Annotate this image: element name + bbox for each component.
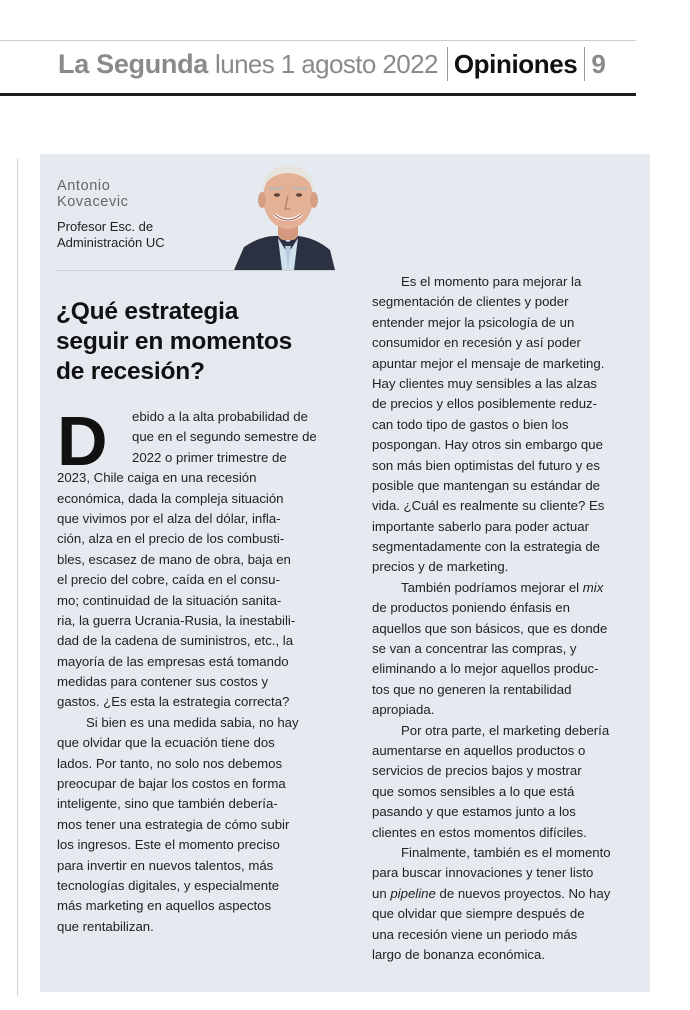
issue-date: lunes 1 agosto 2022	[215, 48, 438, 79]
author-role-line: Profesor Esc. de	[57, 219, 154, 234]
body-line: dad de la cadena de suministros, etc., la	[57, 633, 294, 649]
body-line: importante saberlo para poder actuar	[372, 518, 589, 534]
body-text: de nuevos proyectos. No hay	[439, 885, 611, 901]
author-role	[57, 219, 165, 251]
body-line: precios y de marketing.	[372, 559, 509, 575]
body-line: apuntar mejor el mensaje de marketing.	[372, 355, 605, 371]
body-line: segmentadamente con la estrategia de	[372, 539, 600, 555]
body-line: tos que no generen la rentabilidad	[372, 681, 572, 697]
body-line: que en el segundo semestre de	[132, 429, 317, 445]
headline-line: seguir en momentos	[56, 328, 293, 355]
body-line: medidas para contener sus costos y	[57, 674, 269, 690]
author-role-line: Administración UC	[57, 235, 165, 250]
body-line: aquellos que son básicos, que es donde	[372, 620, 608, 636]
body-line: ebido a la alta probabilidad de	[132, 409, 308, 424]
body-line: lados. Por tanto, no solo nos debemos	[57, 755, 283, 771]
body-line	[372, 578, 638, 598]
headline-line: de recesión?	[56, 358, 205, 385]
body-line: que somos sensibles a lo que está	[372, 783, 575, 799]
body-line: que olvidar que la ecuación tiene dos	[57, 735, 275, 751]
body-line: inteligente, sino que también debería-	[57, 796, 278, 812]
body-line: consumidor en recesión y así poder	[372, 335, 581, 351]
body-line: aumentarse en aquellos productos o	[372, 742, 586, 758]
body-line: can todo tipo de gastos o bien los	[372, 416, 569, 432]
body-line: gastos. ¿Es esta la estrategia correcta?	[57, 694, 290, 710]
section-name: Opiniones	[453, 48, 578, 79]
body-line: Finalmente, también es el momento	[401, 844, 611, 860]
author-last-name: Kovacevic	[57, 194, 129, 210]
body-line: mo; continuidad de la situación sanita-	[57, 592, 282, 608]
drop-cap: D	[57, 402, 108, 480]
header-divider	[447, 47, 448, 81]
top-thin-rule	[0, 40, 636, 41]
body-line: tecnologías digitales, y especialmente	[57, 877, 280, 893]
body-line: segmentación de clientes y poder	[372, 294, 569, 310]
article-headline	[56, 297, 346, 387]
body-line: 2022 o primer trimestre de	[132, 449, 287, 465]
body-line: que olvidar que siempre después de	[372, 906, 585, 922]
body-line: Por otra parte, el marketing debería	[401, 722, 610, 738]
body-line: Hay clientes muy sensibles a las alzas	[372, 375, 598, 391]
body-text: También podríamos mejorar el	[401, 579, 580, 595]
header-rule	[0, 93, 636, 96]
body-line: Si bien es una medida sabia, no hay	[86, 714, 299, 730]
body-line: se van a concentrar las compras, y	[372, 641, 577, 657]
italic-term: pipeline	[390, 885, 436, 901]
body-line: clientes en estos momentos difíciles.	[372, 824, 587, 840]
author-divider	[57, 270, 335, 271]
body-line: mos tener una estrategia de cómo subir	[57, 816, 290, 832]
header-divider-2	[584, 47, 585, 81]
author-name	[57, 178, 129, 210]
body-line: bles, escasez de mano de obra, baja en	[57, 551, 291, 567]
article-column-left	[57, 402, 319, 937]
body-line: son más bien optimistas del futuro y es	[372, 457, 600, 473]
body-line: largo de bonanza económica.	[372, 946, 546, 962]
left-margin-line	[17, 158, 18, 996]
body-line: mayoría de las empresas está tomando	[57, 653, 289, 669]
body-line: pasando y que estamos junto a los	[372, 804, 576, 820]
body-line: económica, dada la compleja situación	[57, 490, 284, 506]
body-line: una recesión viene un periodo más	[372, 926, 578, 942]
body-line: para invertir en nuevos talentos, más	[57, 857, 274, 873]
body-line: eliminando a lo mejor aquellos produc-	[372, 661, 599, 677]
body-line: ria, la guerra Ucrania-Rusia, la inestabili-	[57, 612, 296, 628]
body-line: Es el momento para mejorar la	[401, 274, 582, 289]
body-line: preocupar de bajar los costos en forma	[57, 776, 286, 792]
body-text: un	[372, 885, 387, 901]
body-line: vida. ¿Cuál es realmente su cliente? Es	[372, 498, 605, 514]
body-line: pospongan. Hay otros sin embargo que	[372, 437, 603, 453]
body-line: 2023, Chile caiga en una recesión	[57, 470, 257, 486]
body-line: apropiada.	[372, 702, 435, 718]
body-line: que rentabilizan.	[57, 918, 154, 934]
body-line: el precio del cobre, caída en el consu-	[57, 572, 280, 588]
italic-term: mix	[582, 579, 604, 595]
body-line	[372, 884, 638, 904]
body-line: posible que mantengan su estándar de	[372, 477, 601, 493]
body-line: de productos poniendo énfasis en	[372, 600, 570, 616]
body-line: de precios y ellos posiblemente reduz-	[372, 396, 598, 412]
body-line: más marketing en aquellos aspectos	[57, 898, 272, 914]
newspaper-brand: La Segunda	[58, 48, 209, 79]
body-line: que vivimos por el alza del dólar, infla-	[57, 510, 281, 526]
body-line: ción, alza en el precio de los combusti-	[57, 531, 285, 547]
body-line: los ingresos. Este el momento preciso	[57, 837, 280, 853]
body-line: entender mejor la psicología de un	[372, 314, 575, 330]
body-line: servicios de precios bajos y mostrar	[372, 763, 582, 779]
author-photo	[232, 158, 335, 270]
author-first-name: Antonio	[57, 178, 111, 194]
page-header	[58, 44, 606, 84]
page-number: 9	[591, 48, 606, 79]
article-column-right	[372, 272, 638, 965]
headline-line: ¿Qué estrategia	[56, 298, 239, 325]
body-line: para buscar innovaciones y tener listo	[372, 865, 594, 881]
